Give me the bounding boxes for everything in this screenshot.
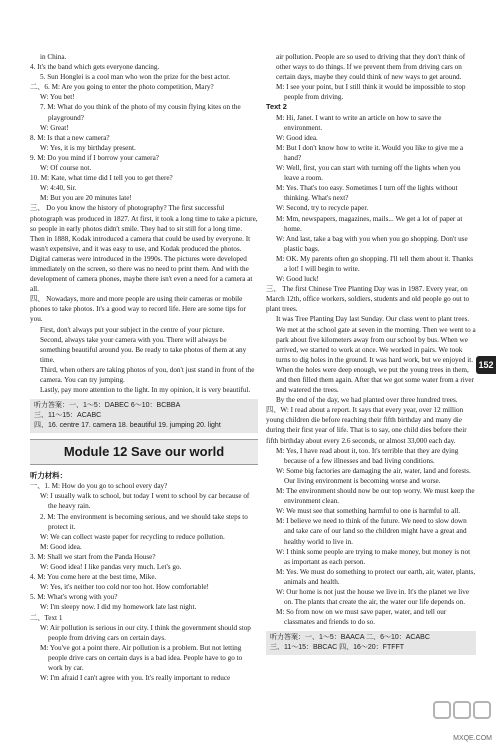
text-line: W: Second, try to recycle paper. [276, 204, 369, 213]
text-line: in China. [40, 53, 67, 61]
text-line: M: Yes. That's too easy. Sometimes I turn off the lights without thinking. What's next? [276, 184, 458, 203]
text-line: W: Air pollution is serious in our city. I think the government should stop people from driving cars on certain days. [40, 623, 251, 642]
text-line: 10. M: Kate, what time did I tell you to get there? [30, 174, 173, 183]
right-column [266, 52, 476, 659]
text-line: 9. M: Do you mind if I borrow your camera? [30, 153, 159, 162]
text-line: M: Mm, newspapers, magazines, mails... We get a lot of paper at home. [276, 214, 463, 233]
text-line: M: Good idea. [40, 542, 82, 551]
text-line: 二、Text 1 [30, 613, 63, 622]
text-line: M: I believe we need to think of the future. We need to slow down and take care of our land so the children might have a great and healthy world to live in. [276, 517, 467, 546]
text-line: W: And last, take a bag with you when you go shopping. Don't use plastic bags. [276, 234, 468, 253]
right-column-part-1 [266, 52, 476, 627]
text-line: 4. M: You come here at the best time, Mike. [30, 573, 157, 582]
text-line: W: I'm sleepy now. I did my homework late last night. [40, 603, 197, 612]
text-line: W: Some big factories are damaging the air, water, land and forests. Our living environment is becoming worse and worse. [276, 466, 471, 485]
text-line: M: The environment should now be our top worry. We must keep the environment clean. [276, 487, 475, 506]
text-line: W: Well, first, you can start with turning off the lights when you leave a room. [276, 164, 461, 183]
text-line: 8. M: Is that a new camera? [30, 133, 110, 142]
text-line: W: Good idea! I like pandas very much. Let's go. [40, 563, 182, 572]
text-line: W: Our home is not just the house we live in. It's the planet we live on. The plants that create the air, the water our life depends on. [276, 587, 470, 607]
text-line: W: I'm afraid I can't agree with you. It's really important to reduce [40, 674, 231, 683]
text-line: 7. M: What do you think of the photo of my cousin flying kites on the playground? [40, 103, 241, 122]
text-line: M: Hi, Janet. I want to write an article on how to save the environment. [276, 113, 442, 132]
text-line: M: I see your point, but I still think it would be impossible to stop people from driving. [276, 83, 466, 102]
text-line: air pollution. People are so used to driving that they don't think of other ways to do things. If we prevent them from driving cars on certain days, maybe they could think of new ways to get around. [276, 53, 466, 82]
answer-box-right [266, 631, 476, 655]
text-line: W: We can collect waste paper for recycling to reduce pollution. [40, 532, 225, 541]
text-line: Second, always take your camera with you. There will always be something beautiful around you. Be ready to take photos of them at any time. [40, 335, 247, 364]
text-line: W: Great! [40, 123, 69, 132]
answer-line: 四、16. centre 17. camera 18. beautiful 19. jumping 20. light [34, 422, 221, 430]
text-line: W: Good idea. [276, 133, 318, 142]
text-line: W: Yes, it is my birthday present. [40, 143, 136, 152]
text-line: W: I usually walk to school, but today I went to school by car because of the heavy rain. [40, 492, 250, 511]
left-column-part-1 [30, 52, 258, 395]
answer-line: 听力答案：一、1～5：BAACA 二、6～10：ACABC [270, 634, 430, 642]
text-line: 5. Sun Honglei is a cool man who won the prize for the best actor. [40, 73, 231, 82]
text-line: W: We must see that something harmful to one is harmful to all. [276, 507, 461, 516]
text-line: M: Yes. We must do something to protect our earth, air, water, plants, animals and health. [276, 567, 476, 586]
text-line: M: OK. My parents often go shopping. I'll tell them about it. Thanks a lot! I will begin to write. [276, 254, 473, 273]
text-line: W: Good luck! [276, 275, 319, 284]
answer-box-left [30, 399, 258, 433]
text-line: 四、 Nowadays, more and more people are using their cameras or mobile phones to take photos. It's a good way to record life. Here are some tips for you. [30, 295, 246, 324]
text-line: W: You bet! [40, 93, 75, 102]
text-line: M: But I don't know how to write it. Would you like to give me a hand? [276, 143, 464, 162]
text-line: W: I think some people are trying to make money, but money is not as important as each person. [276, 547, 471, 566]
text-line: W: Of course not. [40, 164, 92, 173]
text-line: M: But you are 20 minutes late! [40, 194, 132, 203]
module-title: Module 12 Save our world [30, 439, 258, 465]
page-number: 152 [476, 356, 496, 374]
text-line: 4. It's the band which gets everyone dancing. [30, 63, 160, 72]
text-line: M: So from now on we must save paper, water, and tell our classmates and friends to do so. [276, 608, 447, 627]
text-line: 听力材料： [30, 471, 67, 481]
text-line: W: Yes, it's neither too cold nor too hot. How comfortable! [40, 583, 209, 592]
answer-line: 三、11～15：BBCAC 四、16～20：FTFFT [270, 644, 405, 652]
watermark-text: MXQE.COM [453, 735, 492, 742]
text-line: W: 4:40, Sir. [40, 184, 77, 193]
text-line: First, don't always put your subject in the centre of your picture. [40, 325, 225, 334]
watermark-logo-icon [432, 698, 494, 738]
text-line: 三、 Do you know the history of photography? The first successful photograph was produced in 1827. At first, it took a long time to take a picture, so people in early photos didn't smile. They had to sit still for a long time. Then in 1888, Kodak introduced a camera that could be used by everyone. It wasn't expensive, and it was easy to use, and Kodak produced the photos. Digital cameras were introduced in the 1990s. The pictures were developed immediately on the screen, so there was no need to print them. And with the development of camera phones, maybe there isn't even a need for a camera at all. [30, 204, 258, 294]
text-line: M: Yes, I have read about it, too. It's terrible that they are dying because of a few illnesses and bad living conditions. [276, 446, 459, 465]
text-line: Lastly, pay more attention to the light. In my opinion, it is very beautiful. [40, 386, 251, 395]
text-line: 3. M: Shall we start from the Panda House? [30, 552, 156, 561]
left-column [30, 52, 258, 683]
left-column-part-2 [30, 471, 258, 683]
text-line: 三、 The first Chinese Tree Planting Day was in 1987. Every year, on March 12th, office workers, soldiers, students and old people go out to plant trees. [266, 285, 470, 314]
text-line: M: You've got a point there. Air pollution is a problem. But not letting people drive cars on certain days is a bad idea. People have to go to work by car. [40, 643, 243, 672]
answer-line: 三、11～15：ACABC [34, 412, 102, 420]
text-line: It was Tree Planting Day last Sunday. Our class went to plant trees. We met at the school gate at seven in the morning. Then we went to a park about five kilometers away from our school by bus. When we arrived, we started to work at once. We worked in pairs. We took turns to dig holes in the ground. It was hard work, but we enjoyed it. When the holes were deep enough, we put the young trees in them, and then filled them again. After that we got some water from a river and watered the trees. [276, 315, 476, 395]
text-line: 2. M: The environment is becoming serious, and we should take steps to protect it. [40, 512, 248, 531]
answer-line: 听力答案：一、1～5：DABEC 6～10：BCBBA [34, 402, 181, 410]
text-line: 一、1. M: How do you go to school every day? [30, 482, 168, 491]
text-line: 四、W: I read about a report. It says that every year, over 12 million young children die before reaching their fifth birthday and many die during their first year of life. That is to say, one child dies before their fifth birthday about every 2.6 seconds, or almost 33,000 each day. [266, 406, 467, 445]
text-line: 二、6. M: Are you going to enter the photo competition, Mary? [30, 83, 214, 92]
text-line: Text 2 [266, 102, 287, 112]
text-line: Third, when others are taking photos of you, don't just stand in front of the camera. You can try jumping. [40, 365, 255, 384]
text-line: By the end of the day, we had planted over three hundred trees. [276, 396, 458, 405]
text-line: 5. M: What's wrong with you? [30, 593, 118, 602]
